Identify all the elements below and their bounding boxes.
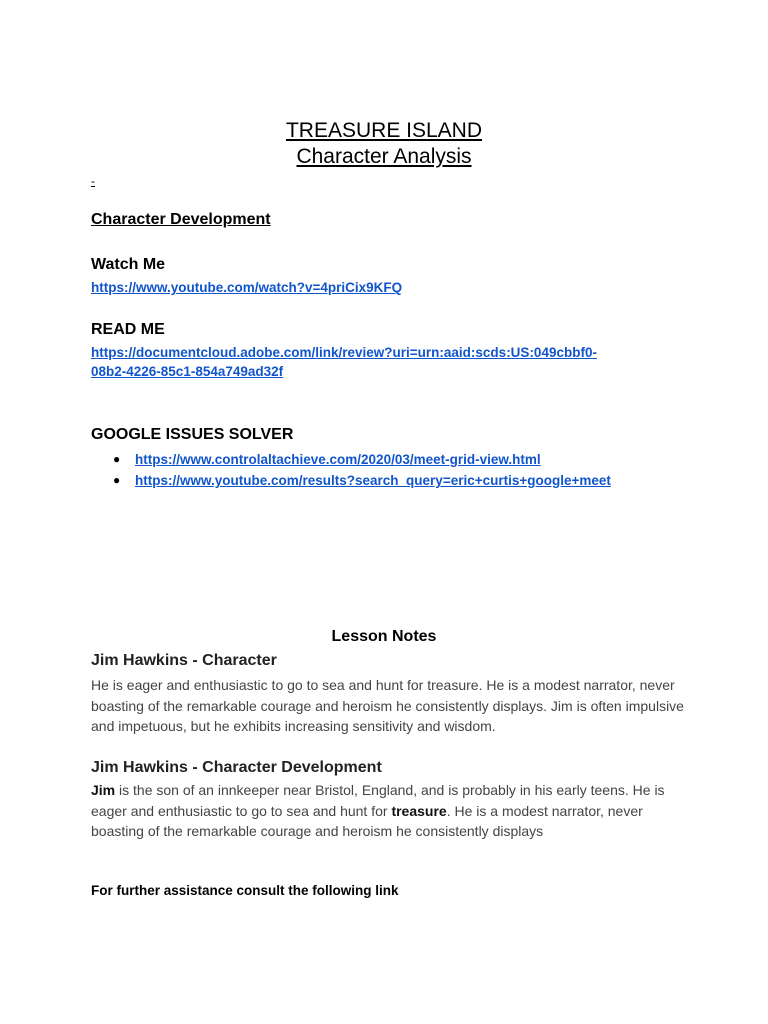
bold-jim: Jim <box>91 782 116 798</box>
read-me-link-line2[interactable]: 08b2-4226-85c1-854a749ad32f <box>91 364 284 379</box>
title-treasure-island: TREASURE ISLAND <box>285 119 483 142</box>
title-character-analysis: Character Analysis <box>296 145 472 168</box>
bold-treasure: treasure <box>391 802 447 819</box>
read-me-link[interactable] <box>91 343 691 381</box>
character-development-heading: Character Development <box>91 211 271 228</box>
bullet-icon: ● <box>113 452 121 466</box>
youtube-search-link[interactable]: https://www.youtube.com/results?search_query=eric+curtis+google+meet <box>135 473 611 488</box>
jim-hawkins-character-text: He is eager and enthusiastic to go to sea and hunt for treasure. He is a modest narrator, never boasting of the remarkable courage and heroism he consistently displays. Jim is often impulsive and impetuous, but he exhibits increasing sensitivity and wisdom. <box>91 677 684 734</box>
google-issues-list <box>91 449 611 491</box>
development-text-part2: . He is a modest narrator, never boasting of the remarkable courage and heroism he consistently displays <box>91 802 643 839</box>
jim-hawkins-development-text <box>91 780 691 842</box>
jim-hawkins-character-heading: Jim Hawkins - Character <box>91 652 277 669</box>
list-item <box>91 470 611 491</box>
google-issues-heading: GOOGLE ISSUES SOLVER <box>91 426 294 443</box>
watch-me-link[interactable]: https://www.youtube.com/watch?v=4priCix9KFQ <box>91 280 403 295</box>
list-item <box>91 449 611 470</box>
read-me-heading: READ ME <box>91 321 165 338</box>
watch-me-heading: Watch Me <box>91 256 166 273</box>
title-block <box>0 118 768 170</box>
controlaltachieve-link[interactable]: https://www.controlaltachieve.com/2020/03/meet-grid-view.html <box>135 452 541 467</box>
development-text-part1: is the son of an innkeeper near Bristol, England, and is probably in his early teens. He is eager and enthusiastic to go to sea and hunt for <box>91 782 665 819</box>
bullet-icon: ● <box>113 473 121 487</box>
further-assistance-note: For further assistance consult the following link <box>91 883 399 898</box>
jim-hawkins-development-heading: Jim Hawkins - Character Development <box>91 759 382 776</box>
underlined-dash: - <box>91 174 95 188</box>
read-me-link-line1[interactable]: https://documentcloud.adobe.com/link/review?uri=urn:aaid:scds:US:049cbbf0- <box>91 345 597 360</box>
lesson-notes-title: Lesson Notes <box>331 628 437 645</box>
